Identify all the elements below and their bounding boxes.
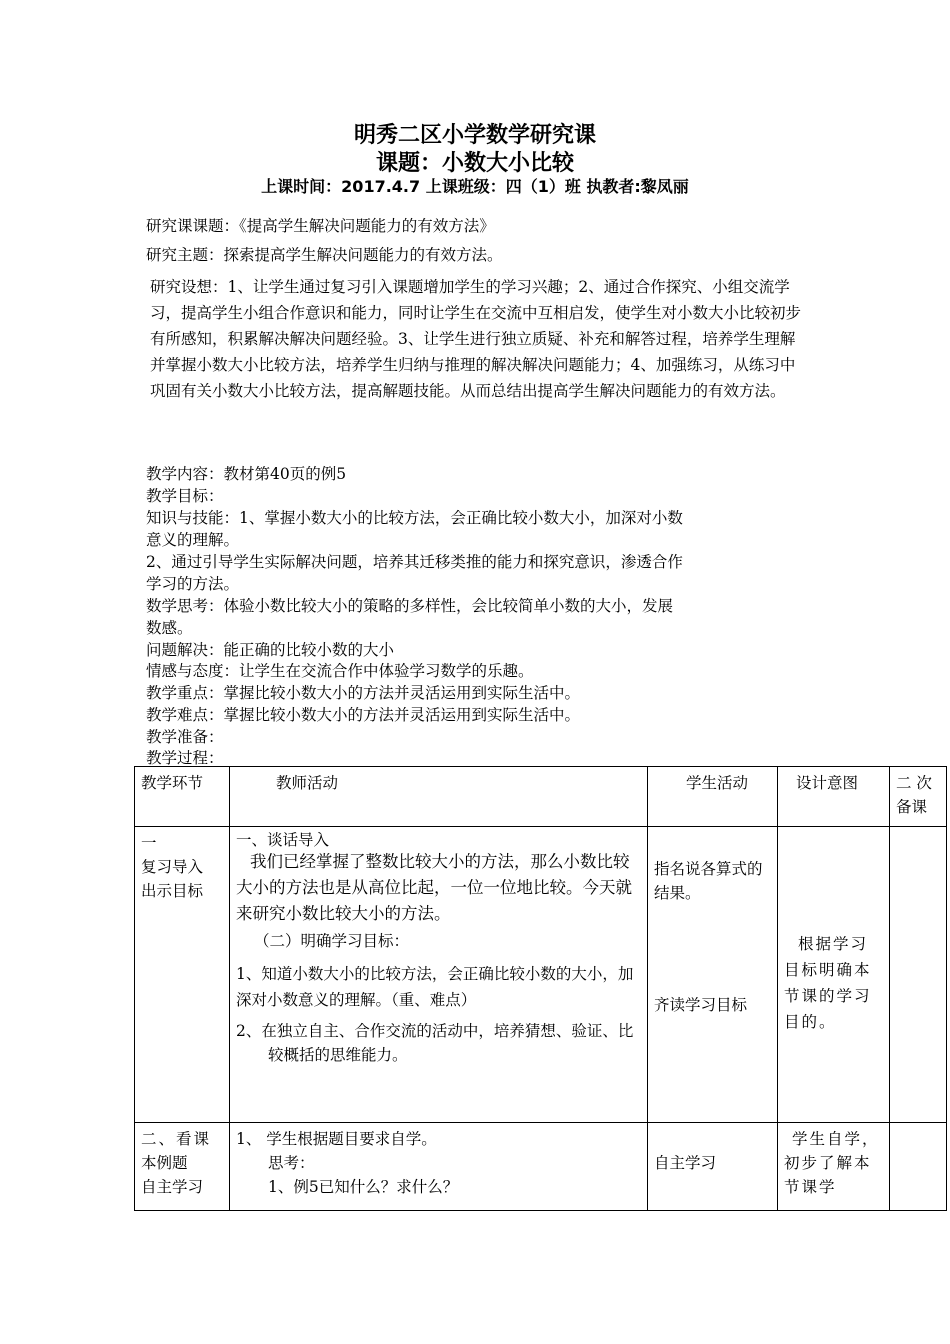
table-header-row <box>135 767 947 827</box>
document-title: 明秀二区小学数学研究课 <box>353 123 596 148</box>
row1-goal-2: 2、在独立自主、合作交流的活动中，培养猜想、验证、比较概括的思维能力。 <box>236 1022 634 1064</box>
row2-design-intent <box>778 1123 890 1211</box>
header-design-intent: 设计意图 <box>778 767 890 827</box>
row1-intro-heading: 一、谈话导入 <box>236 831 330 849</box>
knowledge-skill-line1: 知识与技能：1、掌握小数大小的比较方法，会正确比较小数大小，加深对小数 <box>146 509 683 527</box>
research-plan: 研究设想：1、让学生通过复习引入课题增加学生的学习兴趣；2、通过合作探究、小组交流学习，提高学生小组合作意识和能力，同时让学生在交流中互相启发，使学生对小数大小比较初步有所感知，积累解决解决问题经验。3、让学生进行独立质疑、补充和解答过程，培养学生理解并掌握小数大小比较方法，培养学生归纳与推理的解决解决问题能力；4、加强练习，从练习中巩固有关小数大小比较方法，提高解题技能。从而总结出提高学生解决问题能力的有效方法。 <box>150 278 802 400</box>
table-row <box>135 827 947 1123</box>
math-thinking-line1: 数学思考：体验小数比较大小的策略的多样性，会比较简单小数的大小，发展 <box>146 597 674 615</box>
row1-second-prep <box>890 827 947 1123</box>
row1-stage-line3: 出示目标 <box>141 882 204 900</box>
lesson-plan-table <box>134 766 947 1211</box>
problem-solving: 问题解决：能正确的比较小数的大小 <box>146 641 395 659</box>
lesson-topic: 课题：小数大小比较 <box>375 151 574 176</box>
teaching-content: 教学内容：教材第40页的例5 <box>146 465 347 483</box>
header-teacher-activity: 教师活动 <box>230 767 648 827</box>
row2-teacher-c: 1、例5已知什么？求什么？ <box>268 1178 459 1196</box>
row2-teacher-b: 思考： <box>268 1154 315 1172</box>
research-theme: 研究主题：探索提高学生解决问题能力的有效方法。 <box>146 246 503 264</box>
row1-intro-text: 我们已经掌握了整数比较大小的方法，那么小数比较大小的方法也是从高位比起，一位一位地比较。今天就来研究小数比较大小的方法。 <box>236 852 632 923</box>
row1-teacher-activity <box>230 827 648 1123</box>
row2-stage-line3: 自主学习 <box>141 1178 204 1196</box>
teaching-objectives-label: 教学目标： <box>146 487 224 505</box>
teaching-process-label: 教学过程： <box>146 749 224 767</box>
row1-design-intent <box>778 827 890 1123</box>
row1-student-a: 指名说各算式的结果。 <box>654 860 763 902</box>
math-thinking-line2: 数感。 <box>146 619 193 637</box>
row2-teacher-activity <box>230 1123 648 1211</box>
teaching-preparation: 教学准备： <box>146 728 224 746</box>
header-second-prep: 二 次备课 <box>890 767 947 827</box>
row2-intent-text: 学生自学，初步了解本节课学 <box>784 1130 880 1196</box>
row1-stage-line2: 复习导入 <box>141 858 204 876</box>
header-student-activity: 学生活动 <box>648 767 778 827</box>
row2-stage-line2: 本例题 <box>141 1154 188 1172</box>
row1-stage-line1: 一 <box>141 834 157 852</box>
row2-stage <box>135 1123 230 1211</box>
row2-second-prep <box>890 1123 947 1211</box>
row2-stage-line1: 二、看课 <box>141 1130 212 1148</box>
row1-goal-1: 1、知道小数大小的比较方法，会正确比较小数的大小，加深对小数意义的理解。（重、难点） <box>236 965 634 1009</box>
teaching-key-point: 教学重点：掌握比较小数大小的方法并灵活运用到实际生活中。 <box>146 684 581 702</box>
process-method-line2: 学习的方法。 <box>146 575 240 593</box>
row2-student-text: 自主学习 <box>654 1154 717 1172</box>
row1-student-activity <box>648 827 778 1123</box>
lesson-meta: 上课时间：2017.4.7 上课班级：四（1）班 执教者:黎凤丽 <box>261 177 689 196</box>
table-row <box>135 1123 947 1211</box>
process-method-line1: 2、通过引导学生实际解决问题，培养其迁移类推的能力和探究意识，渗透合作 <box>146 553 683 571</box>
teaching-difficulty: 教学难点：掌握比较小数大小的方法并灵活运用到实际生活中。 <box>146 706 581 724</box>
row2-teacher-a: 1、 学生根据题目要求自学。 <box>236 1130 437 1148</box>
row1-stage <box>135 827 230 1123</box>
row1-student-b: 齐读学习目标 <box>654 996 748 1014</box>
emotion-attitude: 情感与态度：让学生在交流合作中体验学习数学的乐趣。 <box>146 662 534 680</box>
row1-intent-text: 根据学习目标明确本节课的学习目的。 <box>784 935 872 1031</box>
knowledge-skill-line2: 意义的理解。 <box>146 531 240 549</box>
header-stage: 教学环节 <box>135 767 230 827</box>
row1-goal-heading: （二）明确学习目标： <box>254 932 410 950</box>
research-topic: 研究课课题：《提高学生解决问题能力的有效方法》 <box>146 217 495 235</box>
row2-student-activity <box>648 1123 778 1211</box>
